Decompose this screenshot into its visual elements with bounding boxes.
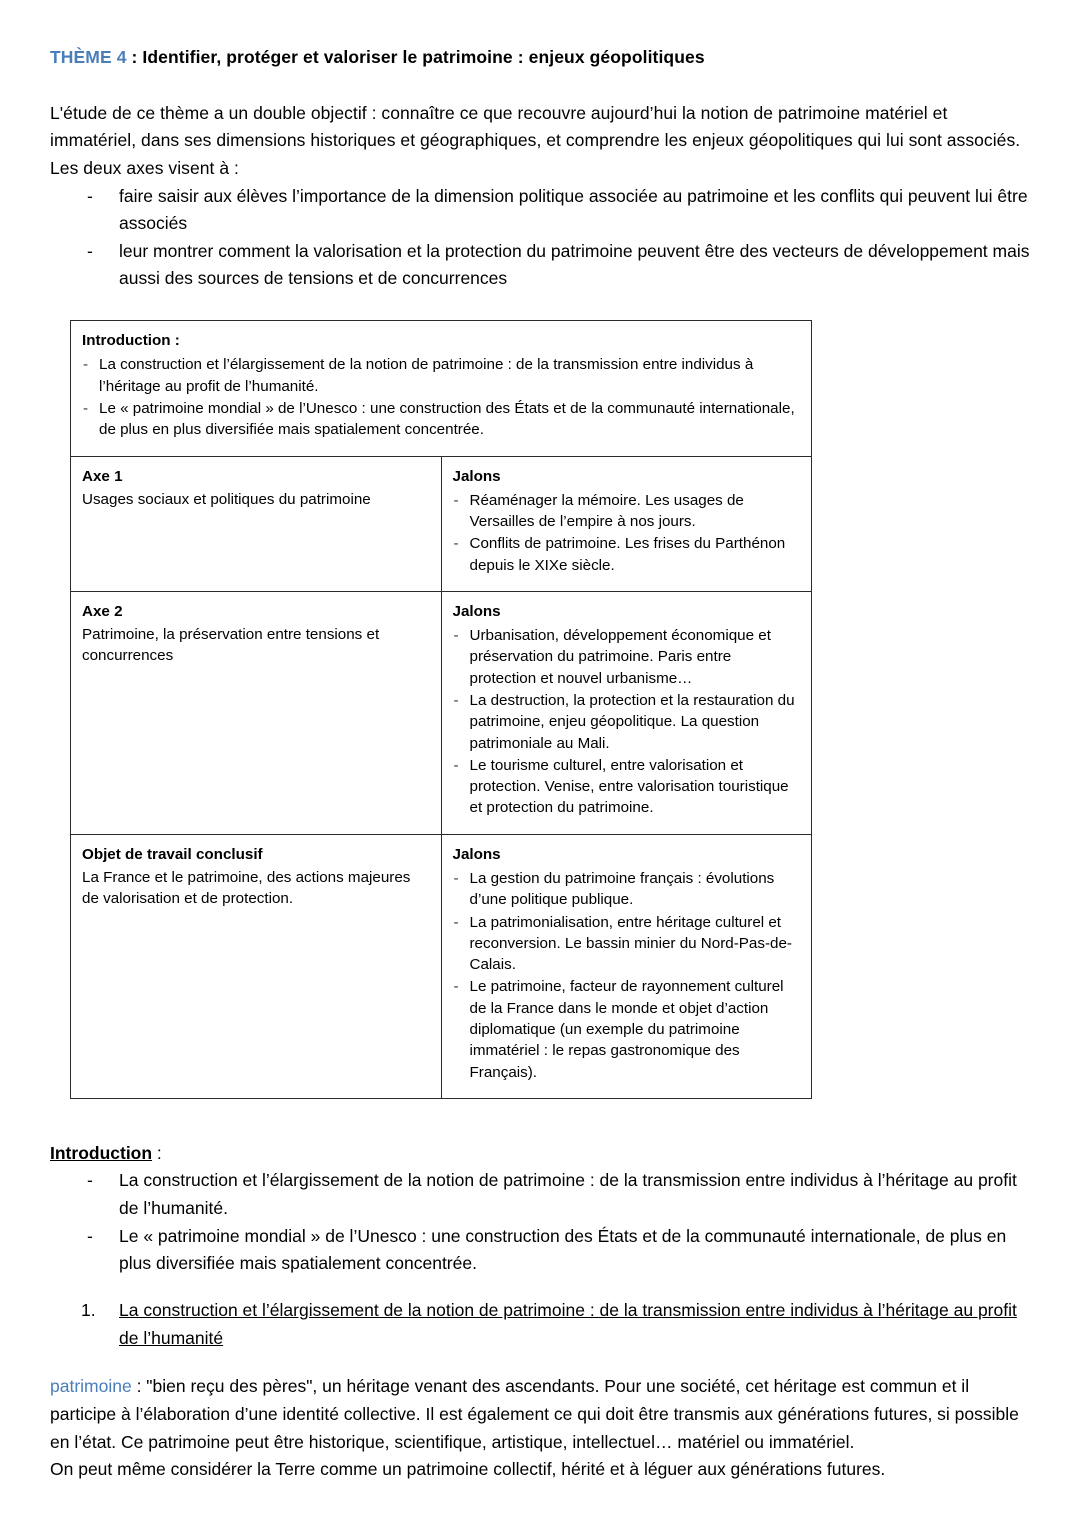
numbered-heading-text: La construction et l’élargissement de la notion de patrimoine : de la transmission entre individus à l’héritage au profit de l’humanité xyxy=(119,1300,1017,1348)
axe-subtitle: Usages sociaux et politiques du patrimoine xyxy=(82,490,371,508)
jalons-bullets xyxy=(453,868,801,1083)
page-title xyxy=(50,46,1032,70)
introduction-heading: Introduction : xyxy=(82,332,180,350)
list-item: - faire saisir aux élèves l’importance de la dimension politique associée au patrimoine et les conflits qui peuvent lui être associés xyxy=(50,183,1032,238)
table-cell-axe2-jalons xyxy=(441,591,812,834)
table-row xyxy=(71,591,812,834)
table-cell-axe1-jalons xyxy=(441,456,812,591)
list-item xyxy=(50,1297,1032,1352)
spacer xyxy=(50,1099,1032,1140)
jalons-bullets xyxy=(453,625,801,819)
list-marker: 1. xyxy=(81,1300,96,1321)
jalons-bullets xyxy=(453,490,801,576)
list-item: - Conflits de patrimoine. Les frises du Parthénon depuis le XIXe siècle. xyxy=(453,533,801,576)
table-cell-axe2-label xyxy=(71,591,442,834)
numbered-heading-list xyxy=(50,1297,1032,1352)
closing-paragraph: On peut même considérer la Terre comme un patrimoine collectif, hérité et à léguer aux générations futures. xyxy=(50,1459,886,1480)
theme-title-rest: : Identifier, protéger et valoriser le patrimoine : enjeux géopolitiques xyxy=(126,47,705,67)
table-cell-objet-label xyxy=(71,834,442,1098)
list-item: - La construction et l’élargissement de la notion de patrimoine : de la transmission entre individus à l’héritage au profit de l’humanité. xyxy=(50,1167,1032,1222)
table-cell-introduction xyxy=(71,321,812,456)
programme-table xyxy=(70,320,812,1099)
axe-subtitle: Patrimoine, la préservation entre tensions et concurrences xyxy=(82,626,380,665)
jalons-heading: Jalons xyxy=(452,467,501,485)
introduction-section-heading xyxy=(50,1140,1032,1168)
table-cell-axe1-label xyxy=(71,456,442,591)
introduction-bullet-list xyxy=(50,1167,1032,1278)
list-item: - La gestion du patrimoine français : évolutions d’une politique publique. xyxy=(453,868,801,911)
definition-body: : "bien reçu des pères", un héritage venant des ascendants. Pour une société, cet héritage est commun et il participe à l’élaboration d’une identité collective. Il est également ce qui doit être transmis aux générations futures, si possible en l’état. Ce patrimoine peut être historique, scientifique, artistique, intellectuel… matériel ou immatériel. xyxy=(50,1376,1019,1452)
list-item: - La construction et l’élargissement de la notion de patrimoine : de la transmission entre individus à l’héritage au profit de l’humanité. xyxy=(82,354,800,397)
lead-paragraph: L'étude de ce thème a un double objectif : connaître ce que recouvre aujourd’hui la notion de patrimoine matériel et immatériel, dans ses dimensions historiques et géographiques, et comprendre les enjeux géopolitiques qui lui sont associés. Les deux axes visent à : xyxy=(50,102,1021,178)
table-cell-objet-jalons xyxy=(441,834,812,1098)
introduction-heading-text: Introduction xyxy=(50,1142,153,1163)
lead-bullet-list xyxy=(50,183,1032,294)
defined-term: patrimoine xyxy=(50,1376,132,1397)
list-item: - Urbanisation, développement économique et préservation du patrimoine. Paris entre protection et nouvel urbanisme… xyxy=(453,625,801,689)
list-item: - leur montrer comment la valorisation et la protection du patrimoine peuvent être des vecteurs de développement mais aussi des sources de tensions et de concurrences xyxy=(50,238,1032,293)
list-item: - La destruction, la protection et la restauration du patrimoine, enjeu géopolitique. La question patrimoniale au Mali. xyxy=(453,690,801,754)
jalons-heading: Jalons xyxy=(452,602,501,620)
jalons-heading: Jalons xyxy=(452,845,501,863)
list-item: - Le « patrimoine mondial » de l’Unesco : une construction des États et de la communauté internationale, de plus en plus diversifiée mais spatialement concentrée. xyxy=(50,1223,1032,1278)
table-row xyxy=(71,834,812,1098)
introduction-heading-suffix: : xyxy=(152,1142,162,1163)
definition-paragraph xyxy=(50,1373,1032,1456)
list-item: - Le patrimoine, facteur de rayonnement culturel de la France dans le monde et objet d’action diplomatique (un exemple du patrimoine immatériel : le repas gastronomique des Français). xyxy=(453,976,801,1082)
list-item: - Le tourisme culturel, entre valorisation et protection. Venise, entre valorisation touristique et protection du patrimoine. xyxy=(453,755,801,819)
table-row xyxy=(71,321,812,456)
spacer xyxy=(50,1278,1032,1297)
axe-heading: Axe 1 xyxy=(82,467,123,485)
table-row xyxy=(71,456,812,591)
introduction-bullets xyxy=(82,354,800,440)
list-item: - La patrimonialisation, entre héritage culturel et reconversion. Le bassin minier du Nord-Pas-de-Calais. xyxy=(453,912,801,976)
theme-label: THÈME 4 xyxy=(50,47,127,67)
list-item: - Le « patrimoine mondial » de l’Unesco : une construction des États et de la communauté internationale, de plus en plus diversifiée mais spatialement concentrée. xyxy=(82,398,800,441)
spacer xyxy=(50,1352,1032,1373)
objet-subtitle: La France et le patrimoine, des actions majeures de valorisation et de protection. xyxy=(82,869,411,908)
objet-heading: Objet de travail conclusif xyxy=(82,845,263,863)
axe-heading: Axe 2 xyxy=(82,602,123,620)
list-item: - Réaménager la mémoire. Les usages de Versailles de l’empire à nos jours. xyxy=(453,490,801,533)
